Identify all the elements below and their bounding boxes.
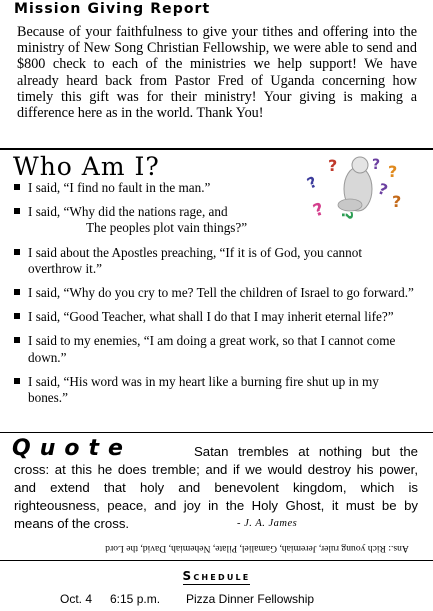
list-item (13, 285, 418, 301)
schedule-time: 6:15 p.m. (110, 592, 161, 606)
svg-text:?: ? (328, 156, 338, 175)
mission-title: Mission Giving Report (14, 1, 211, 17)
list-item (13, 309, 418, 325)
list-item (13, 204, 418, 236)
mission-body: Because of your faithfulness to give your tithes and offering into the ministry of New Song Christian Fellowship, we were able to send and $800 check to each of the ministries we help support! We have already heard back from Pastor Fred of Uganda concerning how timely this gift was for their ministry! Your giving is making a difference here as in the world. Thank You! (17, 24, 417, 122)
list-item (13, 180, 418, 196)
list-item-text: I said to my enemies, “I am doing a great work, so that I cannot come down.” (28, 333, 396, 365)
schedule-event: Pizza Dinner Fellowship (186, 592, 315, 606)
list-item-text: I said, “Why did the nations rage, and (28, 204, 228, 220)
section-divider (0, 560, 433, 561)
who-am-i-title: Who Am I? (13, 152, 160, 181)
bullet-icon (14, 289, 20, 295)
list-item (13, 245, 418, 277)
list-item (13, 374, 418, 406)
bullet-icon (14, 184, 20, 190)
bullet-icon (14, 378, 20, 384)
bullet-icon (14, 313, 20, 319)
bullet-icon (14, 208, 20, 214)
who-am-i-list (13, 180, 418, 406)
list-item-text: I said, “His word was in my heart like a burning fire shut up in my bones.” (28, 373, 379, 406)
svg-text:?: ? (304, 172, 320, 193)
section-divider (0, 432, 433, 433)
schedule-date: Oct. 4 (60, 592, 93, 606)
svg-text:?: ? (338, 211, 356, 220)
svg-text:?: ? (392, 192, 402, 211)
svg-text:?: ? (310, 199, 327, 222)
list-item-text: I said, “Good Teacher, what shall I do that I may inherit eternal life?” (28, 309, 394, 325)
schedule-title (0, 569, 433, 583)
quote-heading: Quote (12, 436, 132, 461)
quote-text: Satan trembles at nothing but the cross: at this he does tremble; and if we would destroy his power, and extend that holy and benevolent kingdom, which is righteousness, peace, and joy in the Holy Ghost, it must be by means of the cross. (14, 444, 418, 531)
list-item (13, 333, 418, 365)
svg-text:?: ? (375, 179, 390, 200)
svg-text:?: ? (388, 162, 398, 181)
bullet-icon (14, 337, 20, 343)
answers-upside-down: Ans.: Rich young ruler, Jeremiah, Gamaliel, Pilate, Nehemiah, David, the Lord (105, 543, 409, 554)
list-item-text: I said about the Apostles preaching, “If it is of God, you cannot overthrow it.” (28, 244, 363, 276)
bullet-icon (14, 249, 20, 255)
list-item-text: I said, “Why do you cry to me? Tell the children of Israel to go forward.” (28, 285, 414, 301)
list-item-text: I said, “I find no fault in the man.” (28, 180, 211, 195)
section-divider (0, 148, 433, 150)
quote-author: - J. A. James (237, 518, 298, 529)
svg-text:?: ? (372, 157, 381, 173)
schedule-title-text: Schedule (182, 569, 251, 583)
list-item-text-continued: The peoples plot vain things?” (86, 220, 248, 236)
